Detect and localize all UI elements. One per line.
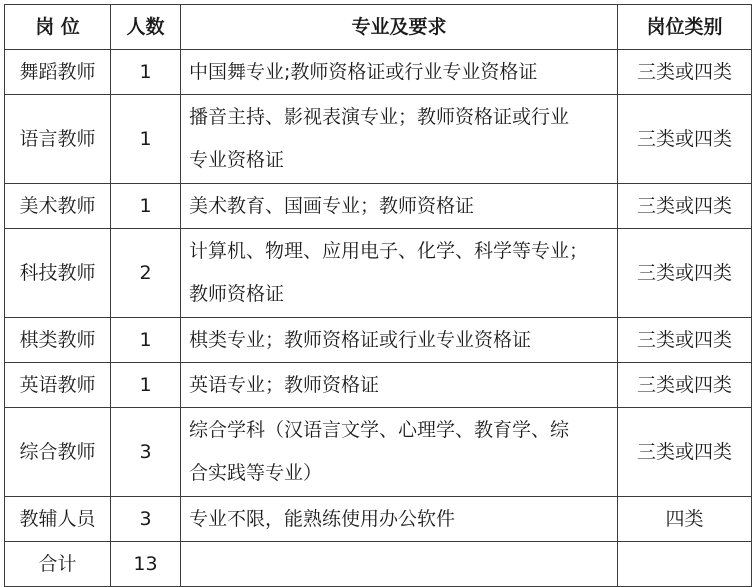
table-row bbox=[5, 50, 752, 95]
cell-position: 综合教师 bbox=[5, 408, 111, 497]
cell-requirement bbox=[181, 318, 618, 363]
requirement-line: 英语专业；教师资格证 bbox=[189, 373, 380, 396]
cell-category: 三类或四类 bbox=[618, 50, 752, 95]
cell-position: 棋类教师 bbox=[5, 318, 111, 363]
cell-requirement bbox=[181, 497, 618, 542]
cell-position: 美术教师 bbox=[5, 184, 111, 229]
cell-position: 英语教师 bbox=[5, 363, 111, 408]
requirement-line: 计算机、物理、应用电子、化学、科学等专业； bbox=[189, 240, 589, 262]
requirement-line: 专业不限，能熟练使用办公软件 bbox=[189, 507, 456, 530]
table-row bbox=[5, 229, 752, 318]
cell-count: 3 bbox=[111, 497, 181, 542]
cell-requirement bbox=[181, 363, 618, 408]
table-row bbox=[5, 318, 752, 363]
requirement-line: 美术教育、国画专业；教师资格证 bbox=[189, 194, 475, 217]
total-row bbox=[5, 542, 752, 587]
requirement-line: 教师资格证 bbox=[189, 283, 285, 305]
cell-position: 语言教师 bbox=[5, 95, 111, 184]
header-category: 岗位类别 bbox=[618, 5, 752, 50]
cell-count: 1 bbox=[111, 363, 181, 408]
requirement-line: 合实践等专业） bbox=[189, 462, 323, 484]
cell-count: 2 bbox=[111, 229, 181, 318]
cell-count: 3 bbox=[111, 408, 181, 497]
table-row bbox=[5, 363, 752, 408]
requirement-line: 中国舞专业;教师资格证或行业专业资格证 bbox=[189, 60, 538, 83]
table-row bbox=[5, 497, 752, 542]
cell-category: 三类或四类 bbox=[618, 184, 752, 229]
cell-count: 1 bbox=[111, 95, 181, 184]
table-row bbox=[5, 408, 752, 497]
cell-category: 四类 bbox=[618, 497, 752, 542]
total-requirement bbox=[181, 542, 618, 587]
header-requirement: 专业及要求 bbox=[181, 5, 618, 50]
cell-category: 三类或四类 bbox=[618, 95, 752, 184]
cell-requirement bbox=[181, 50, 618, 95]
requirement-line: 综合学科（汉语言文学、心理学、教育学、综 bbox=[189, 419, 570, 441]
table-row bbox=[5, 184, 752, 229]
cell-position: 科技教师 bbox=[5, 229, 111, 318]
recruitment-table bbox=[4, 4, 752, 587]
cell-requirement bbox=[181, 184, 618, 229]
total-label: 合计 bbox=[5, 542, 111, 587]
cell-position: 舞蹈教师 bbox=[5, 50, 111, 95]
cell-category: 三类或四类 bbox=[618, 318, 752, 363]
header-row bbox=[5, 5, 752, 50]
requirement-line: 播音主持、影视表演专业；教师资格证或行业 bbox=[189, 106, 570, 128]
total-category bbox=[618, 542, 752, 587]
cell-count: 1 bbox=[111, 184, 181, 229]
table-row bbox=[5, 95, 752, 184]
header-count: 人数 bbox=[111, 5, 181, 50]
requirement-line: 棋类专业；教师资格证或行业专业资格证 bbox=[189, 328, 532, 351]
cell-count: 1 bbox=[111, 318, 181, 363]
cell-requirement bbox=[181, 408, 618, 497]
cell-requirement bbox=[181, 229, 618, 318]
cell-category: 三类或四类 bbox=[618, 408, 752, 497]
cell-category: 三类或四类 bbox=[618, 229, 752, 318]
cell-count: 1 bbox=[111, 50, 181, 95]
cell-category: 三类或四类 bbox=[618, 363, 752, 408]
total-count: 13 bbox=[111, 542, 181, 587]
requirement-line: 专业资格证 bbox=[189, 149, 285, 171]
header-position: 岗 位 bbox=[5, 5, 111, 50]
cell-requirement bbox=[181, 95, 618, 184]
cell-position: 教辅人员 bbox=[5, 497, 111, 542]
